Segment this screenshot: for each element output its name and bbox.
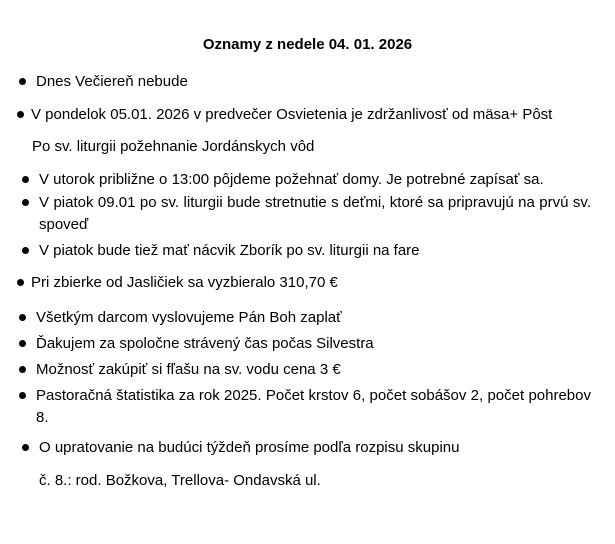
announcement-item: Možnosť zakúpiť si fľašu na sv. vodu cena 3 € (36, 361, 341, 378)
bullet-icon (19, 340, 26, 347)
page-title: Oznamy z nedele 04. 01. 2026 (202, 36, 413, 53)
announcement-item: Všetkým darcom vyslovujeme Pán Boh zaplať (36, 309, 342, 326)
announcement-item: O upratovanie na budúci týždeň prosíme podľa rozpisu skupinu (39, 439, 460, 456)
announcement-item: Dnes Večiereň nebude (36, 73, 188, 90)
bullet-icon (19, 78, 26, 85)
announcement-item: Ďakujem za spoločne strávený čas počas Silvestra (36, 335, 374, 352)
announcement-subline: č. 8.: rod. Božkova, Trellova- Ondavská ul. (39, 472, 321, 489)
announcement-item: V piatok 09.01 po sv. liturgii bude stretnutie s deťmi, ktoré sa pripravujú na prvú sv. spoveď (39, 194, 591, 233)
bullet-icon (19, 392, 26, 399)
bullet-icon (22, 247, 29, 254)
announcement-item: V pondelok 05.01. 2026 v predvečer Osvietenia je zdržanlivosť od mäsa+ Pôst (31, 106, 553, 123)
announcement-item: V utorok približne o 13:00 pôjdeme požehnať domy. Je potrebné zapísať sa. (39, 171, 544, 188)
bullet-icon (17, 279, 24, 286)
bullet-icon (19, 366, 26, 373)
announcement-item: Pastoračná štatistika za rok 2025. Počet krstov 6, počet sobášov 2, počet pohrebov 8. (36, 387, 591, 426)
announcement-subline: Po sv. liturgii požehnanie Jordánskych vôd (32, 138, 315, 155)
bullet-icon (19, 314, 26, 321)
bullet-icon (22, 444, 29, 451)
announcement-item: Pri zbierke od Jasličiek sa vyzbieralo 310,70 € (31, 274, 338, 291)
bullet-icon (22, 199, 29, 206)
announcement-item: V piatok bude tiež mať nácvik Zborík po sv. liturgii na fare (39, 242, 420, 259)
bullet-icon (22, 176, 29, 183)
bullet-icon (17, 111, 24, 118)
